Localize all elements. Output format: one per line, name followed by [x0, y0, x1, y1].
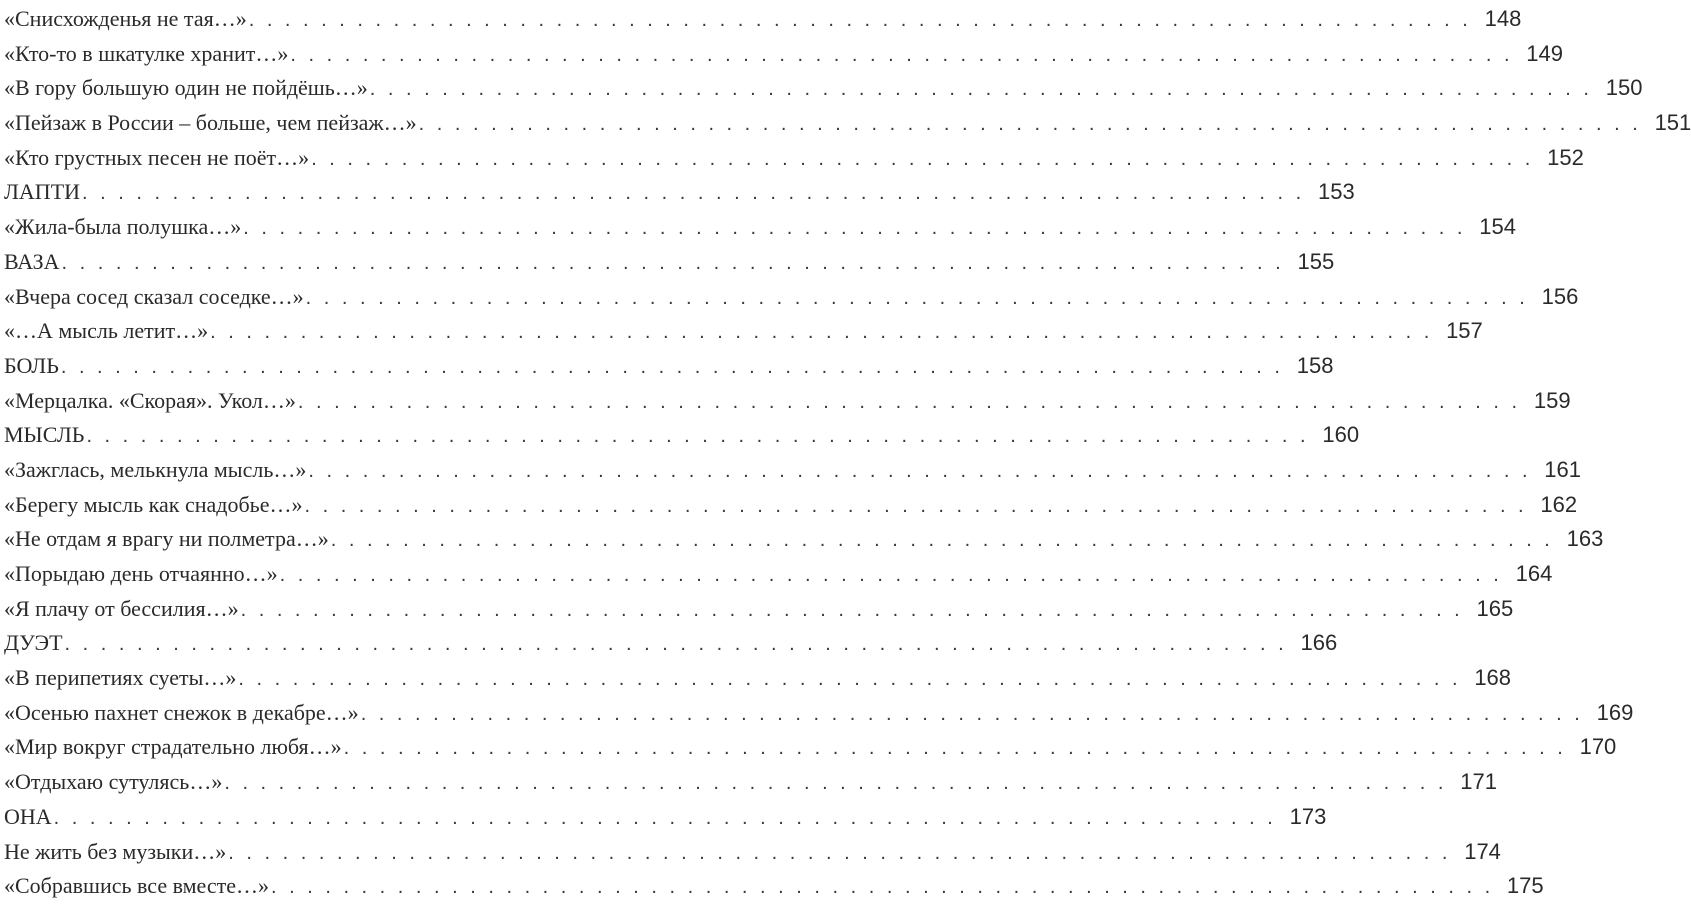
- toc-entry: [4, 245, 1335, 280]
- toc-entry-page: 154: [1479, 214, 1516, 240]
- dot-leader: . . . . . . . . . . . . . . . . . . . . . . . . . . . . . . . . . . . . . . . . . . . . . . . . . . . . . . . . . . . . . . . . . . . .: [311, 147, 1534, 170]
- dot-leader: . . . . . . . . . . . . . . . . . . . . . . . . . . . . . . . . . . . . . . . . . . . . . . . . . . . . . . . . . . . . . . . . . . . .: [270, 876, 1494, 899]
- dot-leader: . . . . . . . . . . . . . . . . . . . . . . . . . . . . . . . . . . . . . . . . . . . . . . . . . . . . . . . . . . . . . . . . . . . .: [418, 113, 1642, 136]
- dot-leader: . . . . . . . . . . . . . . . . . . . . . . . . . . . . . . . . . . . . . . . . . . . . . . . . . . . . . . . . . . . . . . . . . . . .: [305, 286, 1529, 309]
- toc-entry-page: 161: [1544, 456, 1582, 482]
- toc-entry-title: «…А мысль летит…»: [4, 318, 209, 344]
- dot-leader: . . . . . . . . . . . . . . . . . . . . . . . . . . . . . . . . . . . . . . . . . . . . . . . . . . . . . . . . . . . . . . . . . . . .: [240, 598, 1464, 621]
- toc-entry-title: «Вчера сосед сказал соседке…»: [4, 283, 304, 309]
- toc-entry: [4, 730, 1617, 765]
- dot-leader: . . . . . . . . . . . . . . . . . . . . . . . . . . . . . . . . . . . . . . . . . . . . . . . . . . . . . . . . . . . . . . . . . . . .: [60, 355, 1284, 378]
- toc-entry-page: 169: [1596, 699, 1634, 725]
- toc-entry-page: 155: [1297, 248, 1335, 274]
- toc-entry: [4, 141, 1584, 176]
- toc-entry-page: 170: [1579, 734, 1617, 760]
- toc-entry-title: «Мир вокруг страдательно любя…»: [4, 734, 342, 760]
- toc-entry-page: 174: [1464, 838, 1501, 864]
- toc-entry-page: 164: [1515, 561, 1553, 586]
- toc-entry: [4, 37, 1564, 72]
- toc-entry: [4, 453, 1582, 488]
- dot-leader: . . . . . . . . . . . . . . . . . . . . . . . . . . . . . . . . . . . . . . . . . . . . . . . . . . . . . . . . . . . . . . . . . . . .: [248, 9, 1472, 31]
- dot-leader: . . . . . . . . . . . . . . . . . . . . . . . . . . . . . . . . . . . . . . . . . . . . . . . . . . . . . . . . . . . . . . . . . . . .: [224, 772, 1447, 795]
- toc-entry-title: «Осенью пахнет снежок в декабре…»: [4, 699, 359, 725]
- toc-entry-page: 168: [1474, 665, 1512, 691]
- toc-entry-title: «Берегу мысль как снадобье…»: [4, 491, 303, 517]
- toc-entry-title: «В перипетиях суеты…»: [4, 665, 237, 691]
- toc-entry-title: БОЛЬ: [4, 352, 59, 378]
- toc-entry-page: 148: [1484, 6, 1522, 31]
- toc-entry-page: 156: [1541, 283, 1579, 309]
- dot-leader: . . . . . . . . . . . . . . . . . . . . . . . . . . . . . . . . . . . . . . . . . . . . . . . . . . . . . . . . . . . . . . . . . . . .: [86, 425, 1310, 448]
- toc-entry-page: 153: [1317, 179, 1355, 205]
- dot-leader: . . . . . . . . . . . . . . . . . . . . . . . . . . . . . . . . . . . . . . . . . . . . . . . . . . . . . . . . . . . . . . . . . . . .: [297, 390, 1521, 413]
- toc-entry-title: «Пейзаж в России – больше, чем пейзаж…»: [4, 110, 417, 136]
- toc-entry-title: «Жила-была полушка…»: [4, 214, 242, 240]
- toc-entry-title: «Собравшись все вместе…»: [4, 873, 269, 899]
- toc-entry-page: 163: [1566, 526, 1604, 552]
- dot-leader: . . . . . . . . . . . . . . . . . . . . . . . . . . . . . . . . . . . . . . . . . . . . . . . . . . . . . . . . . . . . . . . . . . . .: [290, 43, 1514, 66]
- dot-leader: . . . . . . . . . . . . . . . . . . . . . . . . . . . . . . . . . . . . . . . . . . . . . . . . . . . . . . . . . . . . . . . . . . . .: [243, 217, 1466, 240]
- toc-entry: [4, 71, 1643, 106]
- toc-entry-page: 166: [1300, 630, 1338, 656]
- toc-entry-page: 157: [1446, 318, 1483, 344]
- dot-leader: . . . . . . . . . . . . . . . . . . . . . . . . . . . . . . . . . . . . . . . . . . . . . . . . . . . . . . . . . . . . . . . . . . . .: [369, 78, 1593, 101]
- dot-leader: . . . . . . . . . . . . . . . . . . . . . . . . . . . . . . . . . . . . . . . . . . . . . . . . . . . . . . . . . . . . . . . . . . . .: [308, 459, 1532, 482]
- dot-leader: . . . . . . . . . . . . . . . . . . . . . . . . . . . . . . . . . . . . . . . . . . . . . . . . . . . . . . . . . . . . . . . . . . . .: [279, 564, 1503, 586]
- toc-entry: [4, 210, 1516, 245]
- toc-entry: [4, 522, 1604, 557]
- toc-entry-title: ВАЗА: [4, 248, 60, 274]
- toc-entry-title: «Не отдам я врагу ни полметра…»: [4, 526, 329, 552]
- toc-entry: [4, 869, 1544, 904]
- dot-leader: . . . . . . . . . . . . . . . . . . . . . . . . . . . . . . . . . . . . . . . . . . . . . . . . . . . . . . . . . . . . . . . . . . . .: [238, 668, 1462, 691]
- toc-entry: [4, 835, 1501, 870]
- dot-leader: . . . . . . . . . . . . . . . . . . . . . . . . . . . . . . . . . . . . . . . . . . . . . . . . . . . . . . . . . . . . . . . . . . . .: [53, 806, 1277, 829]
- dot-leader: . . . . . . . . . . . . . . . . . . . . . . . . . . . . . . . . . . . . . . . . . . . . . . . . . . . . . . . . . . . . . . . . . . . .: [330, 529, 1554, 552]
- toc-entry-title: «Зажглась, мелькнула мысль…»: [4, 456, 307, 482]
- dot-leader: . . . . . . . . . . . . . . . . . . . . . . . . . . . . . . . . . . . . . . . . . . . . . . . . . . . . . . . . . . . . . . . . . . . .: [210, 321, 1433, 344]
- table-of-contents: [4, 2, 1691, 904]
- toc-entry: [4, 2, 1522, 37]
- toc-entry-title: МЫСЛЬ: [4, 422, 85, 448]
- toc-entry-page: 175: [1506, 873, 1544, 899]
- toc-entry-title: «Кто грустных песен не поёт…»: [4, 144, 310, 170]
- dot-leader: . . . . . . . . . . . . . . . . . . . . . . . . . . . . . . . . . . . . . . . . . . . . . . . . . . . . . . . . . . . . . . . . . . . .: [64, 633, 1288, 656]
- toc-entry-page: 158: [1296, 352, 1334, 378]
- dot-leader: . . . . . . . . . . . . . . . . . . . . . . . . . . . . . . . . . . . . . . . . . . . . . . . . . . . . . . . . . . . . . . . . . . . .: [61, 251, 1285, 274]
- toc-entry-title: Не жить без музыки…»: [4, 838, 227, 864]
- toc-entry: [4, 592, 1514, 627]
- dot-leader: . . . . . . . . . . . . . . . . . . . . . . . . . . . . . . . . . . . . . . . . . . . . . . . . . . . . . . . . . . . . . . . . . . . .: [360, 702, 1584, 725]
- toc-entry-page: 165: [1476, 595, 1514, 621]
- toc-entry-page: 171: [1460, 769, 1497, 795]
- dot-leader: . . . . . . . . . . . . . . . . . . . . . . . . . . . . . . . . . . . . . . . . . . . . . . . . . . . . . . . . . . . . . . . . . . . .: [228, 841, 1451, 864]
- toc-entry: [4, 280, 1579, 315]
- toc-entry: [4, 488, 1578, 523]
- toc-entry: [4, 626, 1338, 661]
- toc-entry-title: «Снисхожденья не тая…»: [4, 6, 247, 31]
- toc-entry-title: «Порыдаю день отчаянно…»: [4, 561, 278, 586]
- toc-entry-page: 150: [1605, 75, 1643, 101]
- toc-entry: [4, 349, 1334, 384]
- toc-entry: [4, 557, 1553, 592]
- toc-entry-title: ЛАПТИ: [4, 179, 81, 205]
- toc-entry-page: 149: [1526, 40, 1564, 66]
- toc-entry-title: «Мерцалка. «Скорая». Укол…»: [4, 387, 296, 413]
- toc-entry-title: «Кто-то в шкатулке хранит…»: [4, 40, 289, 66]
- toc-entry-title: «Я плачу от бессилия…»: [4, 595, 239, 621]
- toc-entry: [4, 106, 1691, 141]
- toc-entry-title: ОНА: [4, 803, 52, 829]
- dot-leader: . . . . . . . . . . . . . . . . . . . . . . . . . . . . . . . . . . . . . . . . . . . . . . . . . . . . . . . . . . . . . . . . . . . .: [343, 737, 1567, 760]
- dot-leader: . . . . . . . . . . . . . . . . . . . . . . . . . . . . . . . . . . . . . . . . . . . . . . . . . . . . . . . . . . . . . . . . . . . .: [304, 494, 1528, 517]
- toc-entry-page: 152: [1547, 144, 1584, 170]
- toc-entry-page: 160: [1322, 422, 1360, 448]
- toc-entry-page: 173: [1289, 803, 1327, 829]
- toc-entry-page: 162: [1540, 491, 1578, 517]
- toc-entry-title: «В гору большую один не пойдёшь…»: [4, 75, 368, 101]
- toc-entry: [4, 765, 1497, 800]
- toc-entry: [4, 314, 1483, 349]
- toc-entry-page: 151: [1654, 110, 1691, 136]
- toc-entry: [4, 418, 1360, 453]
- toc-entry-title: ДУЭТ: [4, 630, 63, 656]
- dot-leader: . . . . . . . . . . . . . . . . . . . . . . . . . . . . . . . . . . . . . . . . . . . . . . . . . . . . . . . . . . . . . . . . . . . .: [82, 182, 1305, 205]
- toc-entry: [4, 661, 1512, 696]
- toc-entry-page: 159: [1533, 387, 1571, 413]
- toc-entry: [4, 696, 1634, 731]
- toc-entry: [4, 384, 1571, 419]
- toc-entry: [4, 800, 1327, 835]
- toc-entry-title: «Отдыхаю сутулясь…»: [4, 769, 223, 795]
- toc-entry: [4, 175, 1355, 210]
